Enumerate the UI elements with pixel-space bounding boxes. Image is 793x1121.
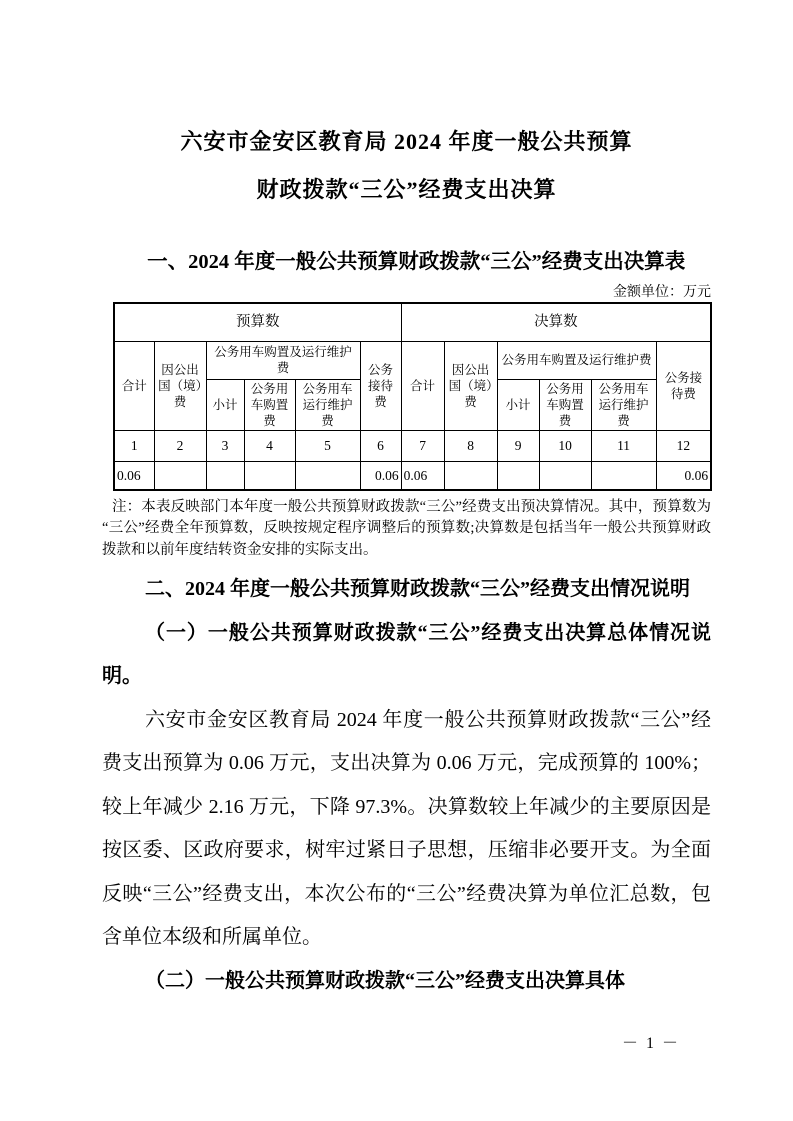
header-final-abroad: 因公出国（境）费: [444, 341, 497, 431]
col-index-cell: 3: [206, 431, 244, 462]
value-final-abroad: [444, 462, 497, 490]
col-index-cell: 5: [295, 431, 360, 462]
section2-heading: 二、2024 年度一般公共预算财政拨款“三公”经费支出情况说明: [145, 578, 690, 601]
col-index-cell: 6: [360, 431, 401, 462]
header-final-purchase: 公务用车购置费: [539, 379, 591, 431]
col-index-cell: 8: [444, 431, 497, 462]
header-final-reception: 公务接待费: [656, 341, 711, 431]
table-row-values: [114, 462, 711, 490]
header-budget-reception: 公务接待费: [360, 341, 401, 431]
header-final-total: 合计: [401, 341, 444, 431]
col-index-cell: 2: [154, 431, 206, 462]
header-budget-total: 合计: [114, 341, 154, 431]
page-number: － 1 －: [621, 1035, 680, 1052]
value-final-purchase: [539, 462, 591, 490]
section1-heading: 一、2024 年度一般公共预算财政拨款“三公”经费支出决算表: [147, 251, 686, 273]
value-final-subtotal: [497, 462, 539, 490]
table-row-groups: [114, 303, 711, 341]
value-final-reception: 0.06: [656, 462, 711, 490]
header-budget-group: 预算数: [114, 303, 401, 341]
col-index-cell: 4: [244, 431, 295, 462]
col-index-cell: 9: [497, 431, 539, 462]
col-index-cell: 7: [401, 431, 444, 462]
value-budget-purchase: [244, 462, 295, 490]
section2-paragraph1: 六安市金安区教育局 2024 年度一般公共预算财政拨款“三公”经费支出预算为 0.06 万元，支出决算为 0.06 万元，完成预算的 100%；较上年减少 2.16 万元，下降 97.3%。决算数较上年减少的主要原因是按区委、区政府要求，树牢过紧日子思想，压缩非必要开支。为全面反映“三公”经费支出，本次公布的“三公”经费决算为单位汇总数，包含单位本级和所属单位。: [102, 708, 711, 949]
document-title-line2: 财政拨款“三公”经费支出决算: [256, 177, 557, 202]
header-budget-vehicle: 公务用车购置及运行维护费: [206, 341, 360, 379]
value-budget-abroad: [154, 462, 206, 490]
table-note: 注：本表反映部门本年度一般公共预算财政拨款“三公”经费支出预决算情况。其中，预算数为“三公”经费全年预算数，反映按规定程序调整后的预算数;决算数是包括当年一般公共预算财政拨款和以前年度结转资金安排的实际支出。: [102, 498, 711, 558]
value-budget-maintenance: [295, 462, 360, 490]
header-final-group: 决算数: [401, 303, 711, 341]
table-row-column-index: [114, 431, 711, 462]
three-public-expense-table: [113, 302, 712, 491]
col-index-cell: 12: [656, 431, 711, 462]
header-final-vehicle: 公务用车购置及运行维护费: [497, 341, 656, 379]
header-budget-purchase: 公务用车购置费: [244, 379, 295, 431]
document-title: [102, 118, 711, 214]
header-budget-maintenance: 公务用车运行维护费: [295, 379, 360, 431]
value-budget-subtotal: [206, 462, 244, 490]
col-index-cell: 10: [539, 431, 591, 462]
value-budget-reception: 0.06: [360, 462, 401, 490]
header-final-subtotal: 小计: [497, 379, 539, 431]
col-index-cell: 1: [114, 431, 154, 462]
header-budget-abroad: 因公出国（境）费: [154, 341, 206, 431]
header-final-maintenance: 公务用车运行维护费: [591, 379, 656, 431]
section2-sub2-heading: （二）一般公共预算财政拨款“三公”经费支出决算具体: [145, 969, 625, 992]
value-final-maintenance: [591, 462, 656, 490]
amount-unit-label: 金额单位：万元: [613, 285, 711, 300]
header-budget-subtotal: 小计: [206, 379, 244, 431]
section2-sub1-heading: （一）一般公共预算财政拨款“三公”经费支出决算总体情况说明。: [102, 621, 711, 688]
value-budget-total: 0.06: [114, 462, 154, 490]
document-title-line1: 六安市金安区教育局 2024 年度一般公共预算: [180, 129, 633, 154]
value-final-total: 0.06: [401, 462, 444, 490]
col-index-cell: 11: [591, 431, 656, 462]
table-row-headers: [114, 341, 711, 379]
